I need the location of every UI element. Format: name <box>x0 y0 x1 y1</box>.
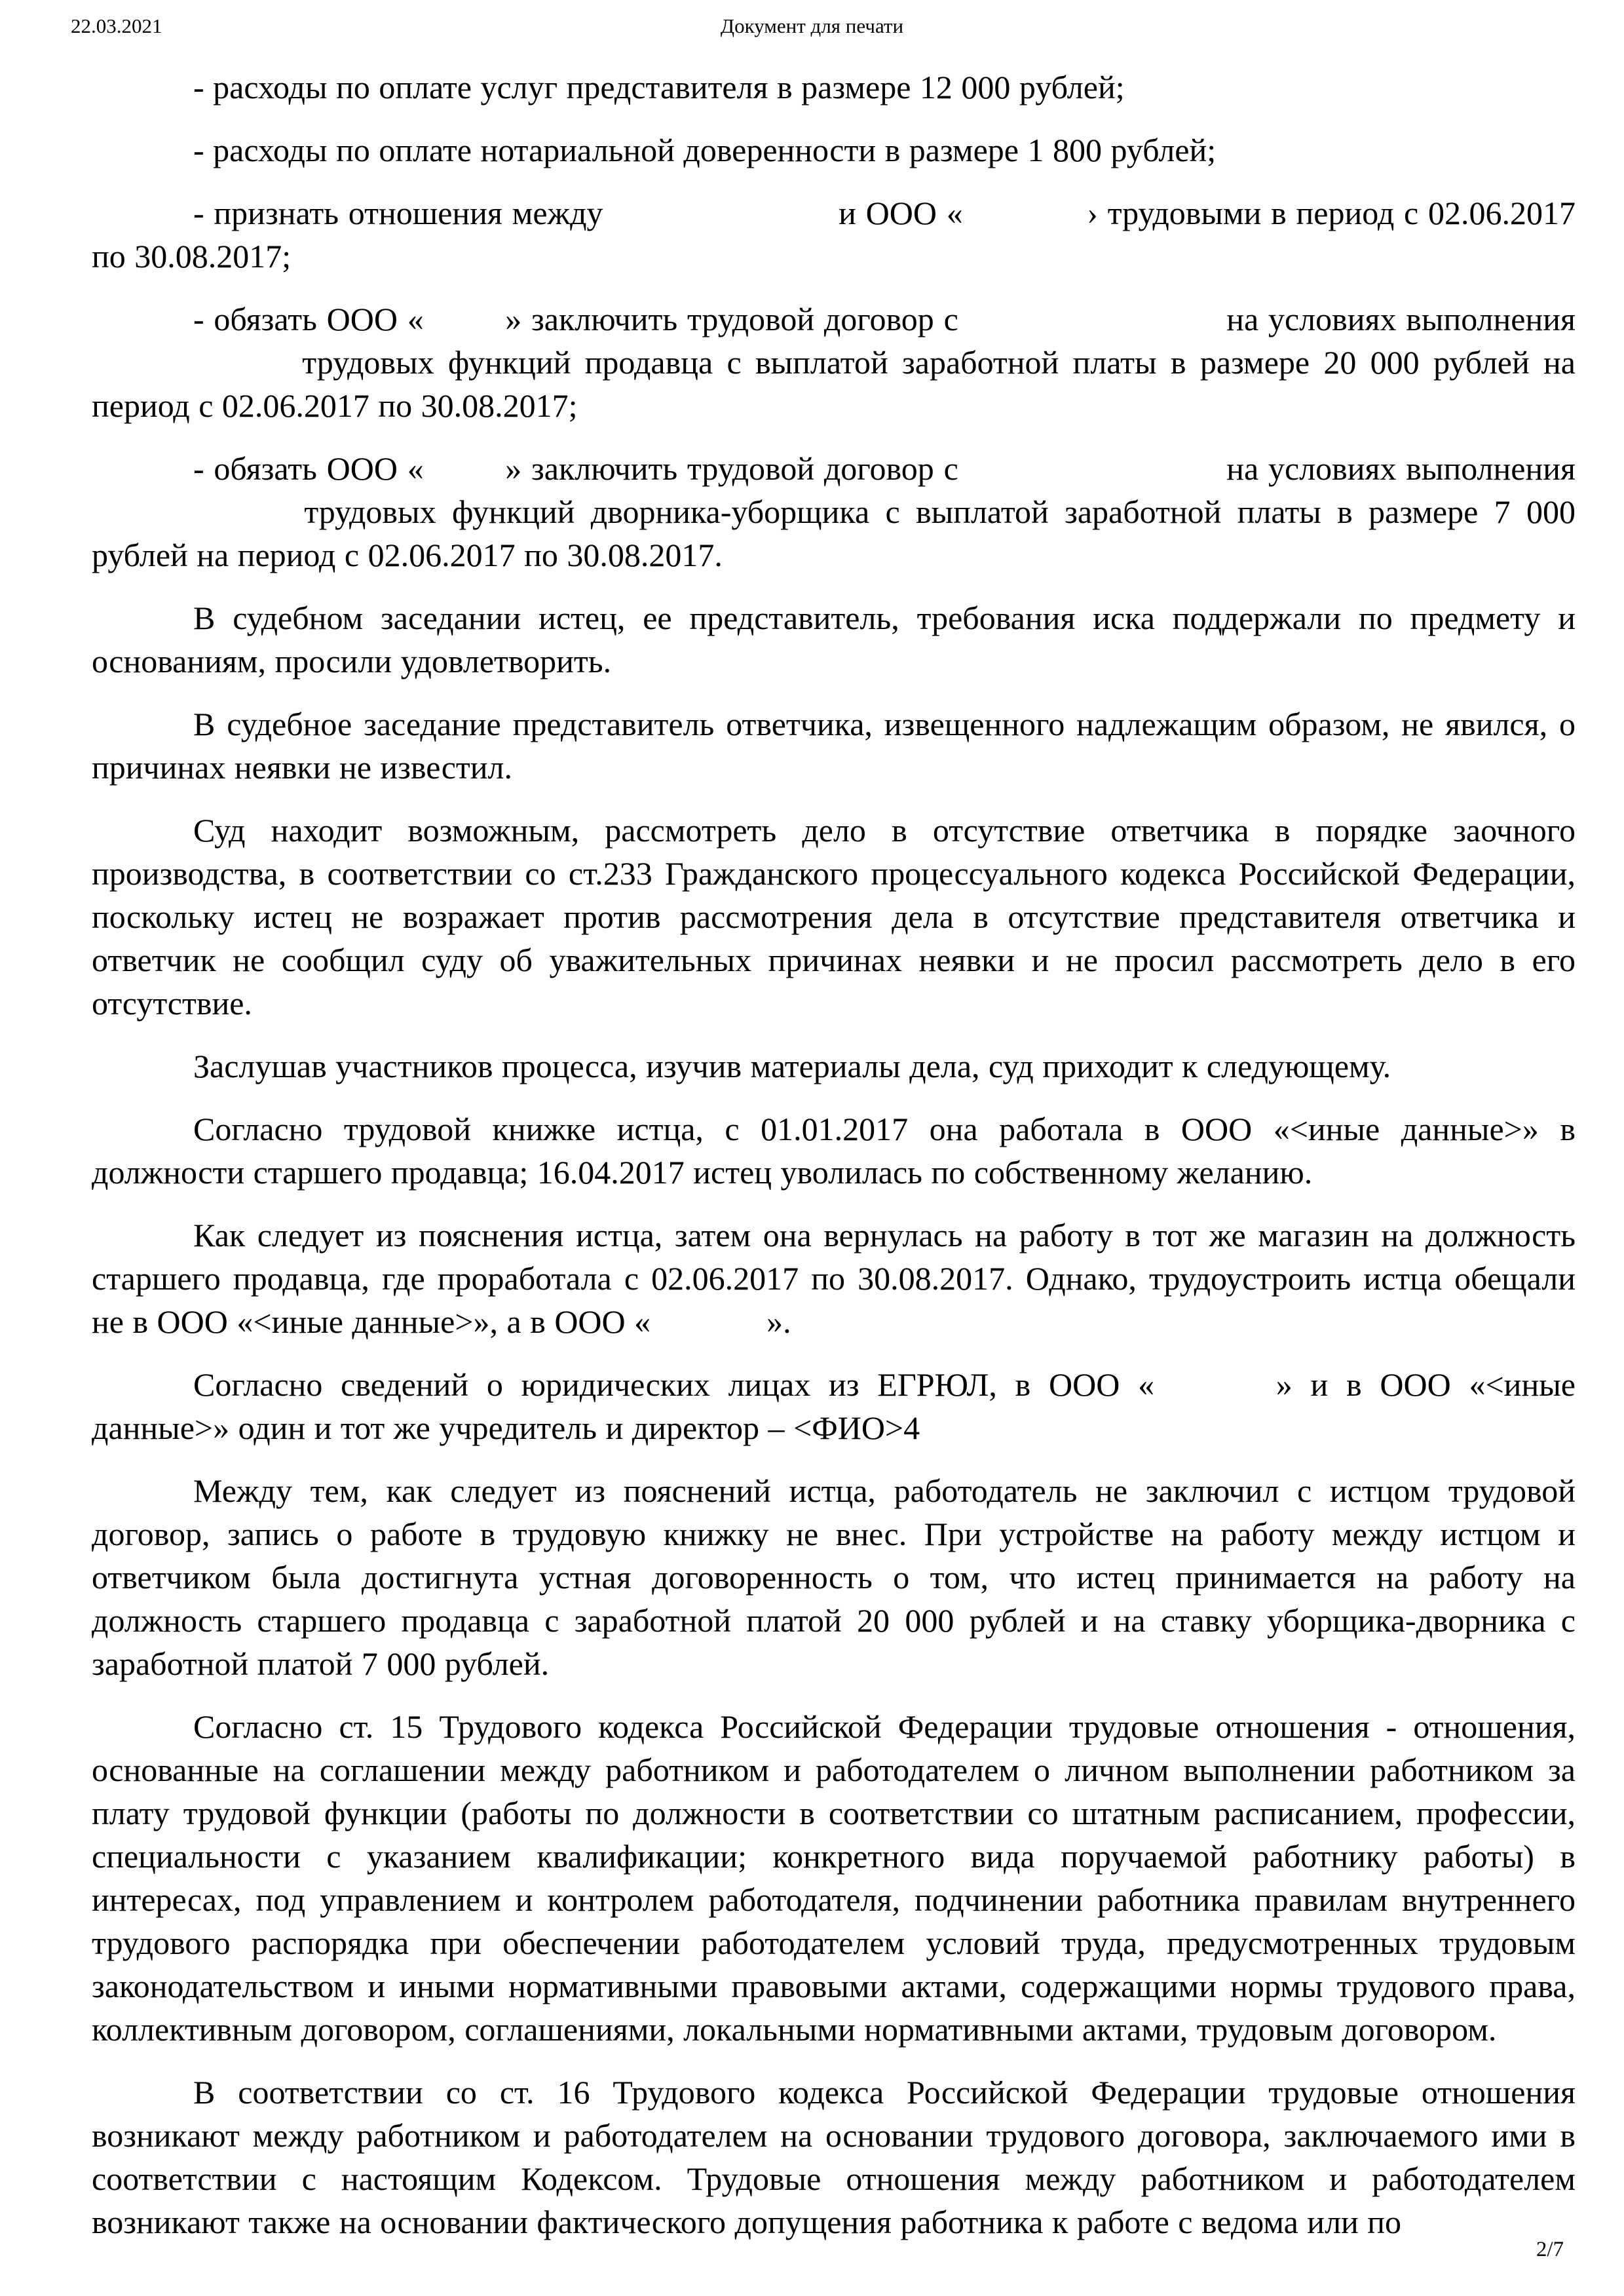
paragraph: - расходы по оплате нотариальной доверенности в размере 1 800 рублей; <box>193 132 1217 168</box>
page-header <box>0 14 1624 47</box>
redacted-gap <box>1173 1395 1258 1396</box>
paragraph: - расходы по оплате услуг представителя в размере 12 000 рублей; <box>193 69 1125 105</box>
paragraph: В судебное заседание представитель ответчика, извещенного надлежащим образом, не явился, о причинах неявки не известил. <box>92 706 1576 786</box>
redacted-gap <box>660 1332 758 1333</box>
paragraph: В соответствии со ст. 16 Трудового кодекса Российской Федерации трудовые отношения возникают между работником и работодателем на основании трудового договора, заключаемого ими в соответствии с настоящим Кодексом. Трудовые отношения между работником и работодателем возникают также на основании фактического допущения работника к работе с ведома или по <box>92 2074 1576 2240</box>
paragraph: Суд находит возможным, рассмотреть дело в отсутствие ответчика в порядке заочного производства, в соответствии со ст.233 Гражданского процессуального кодекса Российской Федерации, поскольку истец не возражает против рассмотрения дела в отсутствие представителя ответчика и ответчик не сообщил суду об уважительных причинах неявки и не просил рассмотреть дело в его отсутствие. <box>92 812 1576 1022</box>
page-footer <box>1536 2238 1564 2262</box>
redacted-gap <box>613 223 829 224</box>
page-number: 2/7 <box>1536 2238 1564 2261</box>
redacted-gap <box>973 223 1078 224</box>
paragraph: Согласно трудовой книжке истца, с 01.01.2017 она работала в ООО «<иные данные>» в должности старшего продавца; 16.04.2017 истец уволилась по собственному желанию. <box>92 1111 1576 1191</box>
header-date: 22.03.2021 <box>71 14 162 37</box>
paragraph: - обязать ООО « » заключить трудовой договор с на условиях выполнения трудовых функций продавца с выплатой заработной платы в размере 20 000 рублей на период с 02.06.2017 по 30.08.2017; <box>92 301 1576 424</box>
paragraph: Согласно ст. 15 Трудового кодекса Российской Федерации трудовые отношения - отношения, основанные на соглашении между работником и работодателем о личном выполнении работником за плату трудовой функции (работы по должности в соответствии со штатным расписанием, профессии, специальности с указанием квалификации; конкретного вида поручаемой работнику работы) в интересах, под управлением и контролем работодателя, подчинении работника правилам внутреннего трудового распорядка при обеспечении работодателем условий труда, предусмотренных трудовым законодательством и иными нормативными правовыми актами, содержащими нормы трудового права, коллективным договором, соглашениями, локальными нормативными актами, трудовым договором. <box>92 1708 1576 2048</box>
paragraph: Заслушав участников процесса, изучив материалы дела, суд приходит к следующему. <box>193 1048 1391 1084</box>
paragraph: Согласно сведений о юридических лицах из ЕГРЮЛ, в ООО « » и в ООО «<иные данные>» один и тот же учредитель и директор – <ФИО>4 <box>92 1366 1576 1446</box>
paragraph: Как следует из пояснения истца, затем она вернулась на работу в тот же магазин на должность старшего продавца, где проработала с 02.06.2017 по 30.08.2017. Однако, трудоустроить истца обещали не в ООО «<иные данные>», а в ООО « ». <box>92 1217 1576 1340</box>
paragraph: Между тем, как следует из пояснений истца, работодатель не заключил с истцом трудовой договор, запись о работе в трудовую книжку не внес. При устройстве на работу между истцом и ответчиком была достигнута устная договоренность о том, что истец принимается на работу на должность старшего продавца с заработной платой 20 000 рублей и на ставку уборщика-дворника с заработной платой 7 000 рублей. <box>92 1472 1576 1682</box>
paragraph: В судебном заседании истец, ее представитель, требования иска поддержали по предмету и основаниям, просили удовлетворить. <box>92 600 1576 679</box>
redacted-gap <box>92 522 288 523</box>
paragraph: - признать отношения между и ООО « › трудовыми в период с 02.06.2017 по 30.08.2017; <box>92 195 1576 275</box>
paragraph: - обязать ООО « » заключить трудовой договор с на условиях выполнения трудовых функций дворника-уборщика с выплатой заработной платы в размере 7 000 рублей на период с 02.06.2017 по 30.08.2017. <box>92 450 1576 573</box>
header-title: Документ для печати <box>720 14 904 37</box>
redacted-gap <box>968 479 1217 480</box>
redacted-gap <box>434 479 496 480</box>
document-body <box>92 66 1576 2263</box>
